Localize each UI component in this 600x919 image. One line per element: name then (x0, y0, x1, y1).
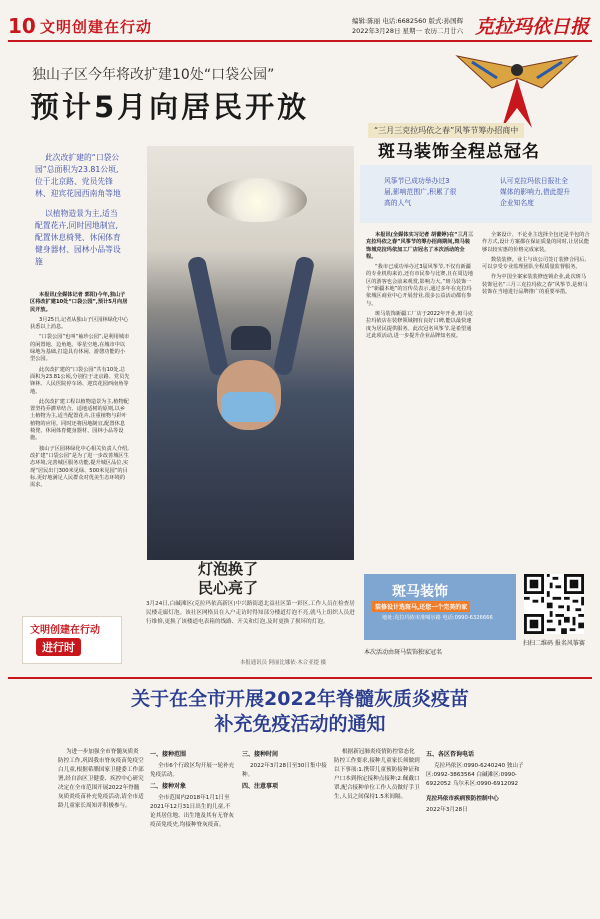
right-paragraph: 作为中国全案家装装修连锁企业,此次斑马装饰冠名“三月三克拉玛依之春”风筝节,是斑马装饰在当地进行品牌推广的重要举措。 (482, 274, 588, 296)
meta-date-line: 2022年3月28日 星期一 农历二月廿六 (352, 27, 464, 35)
notice-intro: 为进一步加强全市脊髓灰质炎防控工作,巩固我市脊灰疫苗免疫空白儿童,根据希腊国家卫健委工作部署,经自治区卫健委、疾控中心研究决定在全市范围开展2022年脊髓灰质炎疫苗补充免疫活动,请全市适龄儿童家长周知并积极参与。 (58, 749, 144, 809)
notice-title-line1: 关于在全市开展2022年脊髓灰质炎疫苗 (131, 688, 469, 710)
notice-col-4 (334, 748, 420, 804)
right-headline: 斑马装饰全程总冠名 (378, 142, 540, 162)
meta-editor-line: 编辑:陈丽 电话:6682560 版式:孙国辉 (352, 17, 464, 25)
photo-byline: 本报通讯员 阿丽比娜依·木合亚提 摄 (240, 660, 327, 666)
notice-section-text: 克拉玛依区:0990-6240240 独山子区:0992-3863564 白碱滩区:0990-6922052 乌尔禾区:0990-6912092 (426, 763, 524, 787)
notice-section-text: 根据新冠肺炎疫情防控常态化防控工作要求,接种儿童家长须做到以下事项:1.携带儿童预防接种证和户口本到指定接种点接种;2.佩戴口罩,配合接种单位工作人员做好手卫生,人员之间保持1.5米间隔。 (334, 749, 420, 800)
notice-col-1 (58, 748, 144, 813)
notice-section-title: 一、接种范围 (150, 751, 187, 758)
quote-1: 风筝节已成功举办过3届,影响范围广,积累了很高的人气 (384, 177, 457, 207)
notice-signature: 克拉玛依市疾病预防控制中心 (426, 796, 499, 802)
swallow-kite-image (452, 48, 582, 134)
lead-paragraph: 此次改扩建的“口袋公园”共有10处,总面积为23.81公顷,分别位于北京路、党员先锋林、人民医院停车场、迎宾花园西南角等地。 (30, 366, 130, 395)
right-byline: 本报讯(全媒体实习记者 胡蕾婷)在“三月三克拉玛依之春”风筝节的筹办招商期间,斑马装饰城克拉玛依加工厂店冠名了本次活动的全程。 (366, 232, 474, 260)
ad-brand: 斑马装饰 (392, 584, 448, 600)
lead-byline: 本报讯(全媒体记者 郭阳)今年,独山子区将改扩建10处“口袋公园”,预计5月向居民开放。 (30, 292, 128, 313)
quote-2: 认可克拉玛依日报社全媒体的影响力,借此提升企业知名度 (500, 177, 571, 207)
photo-caption-title: 灯泡换了 民心亮了 (198, 560, 259, 597)
worker-arm-left (187, 255, 230, 376)
notice-rule (8, 677, 592, 679)
ad-caption: 本次活动由斑马装饰独家冠名 (364, 649, 443, 656)
newspaper-logo: 克拉玛依日报 (475, 16, 590, 38)
campaign-tag-line2: 进行时 (36, 638, 81, 656)
ceiling-lamp (207, 178, 307, 222)
ad-contact: 地址:克拉玛依市准噶尔路 电话:0990-6326666 (382, 615, 493, 621)
notice-section-text: 全市6个行政区均开展一轮补充免疫活动。 (150, 763, 235, 778)
notice-section-text: 全市范围内2018年1月1日至2021年12月31日出生的儿童,不论其居住地、出生地及其有无脊灰疫苗免疫史,均接种脊灰疫苗。 (150, 795, 234, 828)
campaign-tag-line1: 文明创建在行动 (30, 625, 100, 636)
right-paragraph: “我市已成功举办过3届风筝节,不仅有新疆的专业机构来访,还有市民参与比赛,且在周边地区的游客也会前来观赏,影响力大。”斑马装饰一个“新疆本地”的宣传员表示,通过多年在克拉玛依城区商业中心开展营业,很多公益活动都有参与。 (366, 264, 474, 307)
notice-section-title: 五、各区咨询电话 (426, 751, 475, 758)
notice-section-title: 四、注意事项 (242, 783, 279, 790)
lead-headline: 预计5月向居民开放 (30, 90, 310, 124)
lead-blurbs (35, 152, 125, 268)
notice-col-2 (150, 748, 236, 832)
worker-hat (231, 326, 271, 350)
lead-paragraph: 此次改扩建工程以植物造景为主,植物配置坚持乔灌草结合、适地适树的原则,以乡土植物为主,适当配置花卉,注重植物与彩叶植物的应用。同时还将因地制宜,配置休息椅凳、休闲体育健身器材、园林小品等设施。 (30, 398, 129, 442)
header-rule (8, 40, 592, 42)
lead-blurb-1: 此次改扩建的“口袋公园”总面积为23.81公顷,位于北京路、党员先锋林、迎宾花园西南角等地 (35, 153, 121, 198)
masthead-meta (352, 16, 463, 36)
lead-paragraph: “口袋公园”也叫“袖珍公园”,是利用城市的闲置地、边角地、零星空地,在城市中以绿地为基础,打造具有休闲、游憩功能的小型公园。 (30, 334, 130, 363)
face-mask (221, 392, 275, 422)
lead-kicker: 独山子区今年将改扩建10处“口袋公园” (32, 67, 275, 83)
photo-caption: 3月24日,白碱滩区(克拉玛依高新区)中兴路街道北益社区第一彩区,工作人员在检查居民楼走廊灯泡。该社区网格员在入户走访时得知部分楼道灯泡不亮,就马上组织人员进行维修,更换了该楼道电表箱的线路、开关和灯泡,及时更换了损坏的灯泡。 (146, 601, 355, 625)
lead-paragraph: 3月25日,记者从独山子区园林绿化中心获悉以上消息。 (30, 316, 129, 331)
notice-section-title: 二、接种对象 (150, 783, 187, 790)
notice-date: 2022年3月28日 (426, 807, 468, 813)
right-paragraph: 数装装修。业主与该公司签订装修合同后,可以享受专业监理团队全程质量监督服务。 (482, 256, 587, 271)
right-paragraph: 全案设计、不论业主选择全包还是半包的合作方式,设计方案都在保证质量的同时,让居民能够以较实惠的价格完成家装。 (482, 232, 590, 253)
right-paragraph: 斑马装饰新疆工厂店于2022年开业,斑马克拉玛依店在装修领域拥有良好口碑,能以最快速度为居民提供服务。此次冠名风筝节,是希望通过此项活动,进一步提升企业品牌知名度。 (366, 310, 473, 339)
notice-section-title: 三、接种时间 (242, 751, 279, 758)
section-title: 文明创建在行动 (40, 18, 153, 36)
qr-caption: 扫扫二维码 报名风筝赛 (523, 640, 585, 647)
qr-code-icon (524, 574, 584, 634)
notice-title-line2: 补充免疫活动的通知 (214, 713, 386, 735)
news-photo (147, 146, 354, 560)
right-body-col1 (366, 232, 474, 343)
lead-blurb-2: 以植物造景为主,适当配置花卉,同时因地制宜,配置休息椅凳、休闲体育健身器材、园林小品等设施 (35, 209, 121, 266)
right-body-col2 (482, 232, 590, 299)
lead-paragraph: 独山子区园林绿化中心相关负责人介绍,改扩建“口袋公园”是为了进一步改善城区生态环境,完善城区服务功能,提升城区品位,实现“居民出门300米见绿、500米见园”的目标,更好地满足人民群众对优美生态环境的需求。 (30, 445, 129, 489)
page-number: 10 (8, 14, 36, 38)
notice-col-5 (426, 748, 536, 817)
worker-arm-right (273, 255, 316, 376)
notice-col-3 (242, 748, 328, 794)
lead-body (30, 292, 130, 492)
notice-title (64, 687, 536, 737)
right-kicker: “三月三克拉玛依之春”风筝节筹办招商中 (368, 123, 524, 138)
ad-slogan: 装修设计选斑马,还您一个完美的家 (372, 601, 470, 612)
notice-section-text: 2022年3月28日至30日集中接种。 (242, 763, 327, 778)
